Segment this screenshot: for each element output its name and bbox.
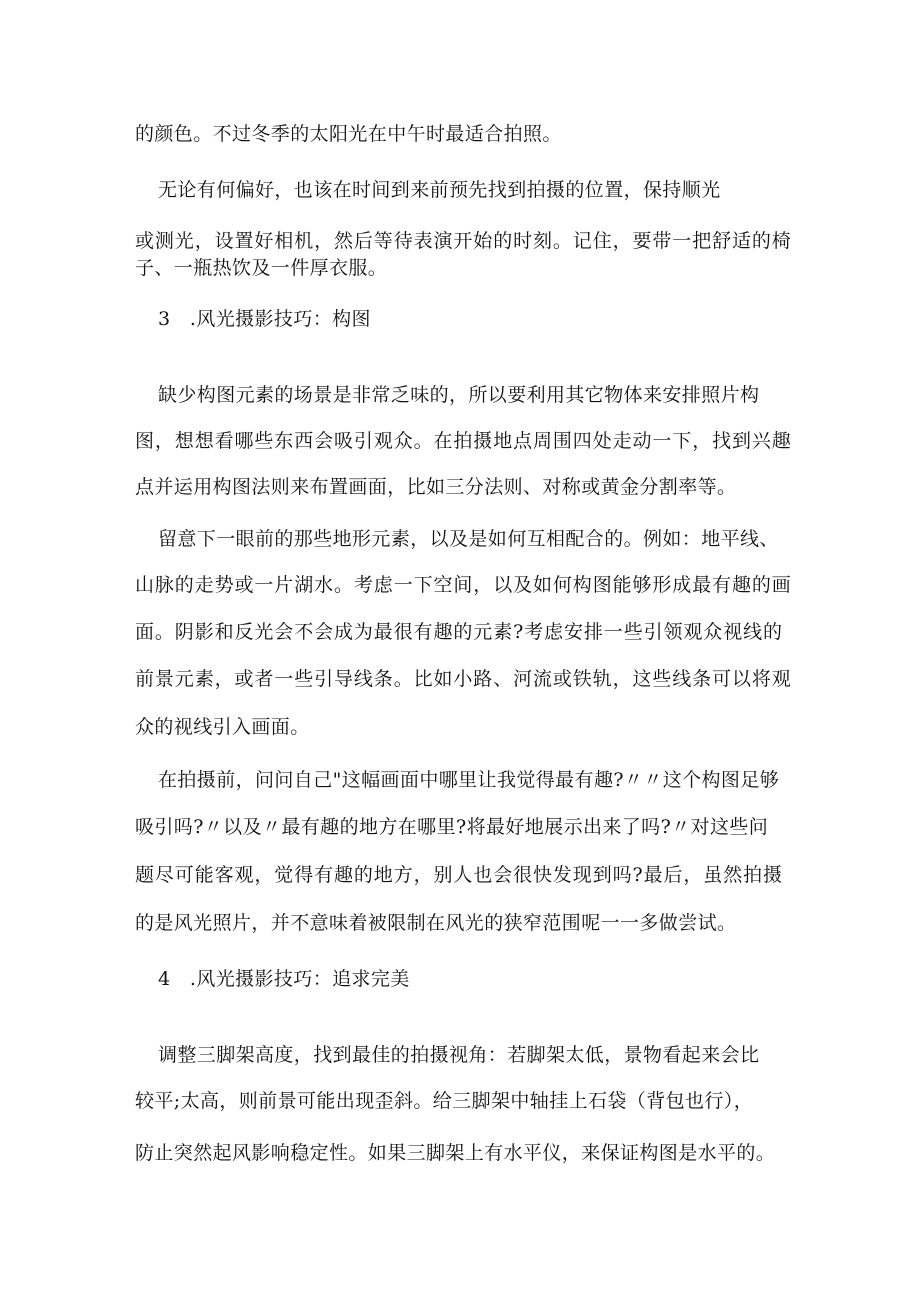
section-heading-4: 4 .风光摄影技巧：追求完美 — [158, 968, 410, 990]
paragraph-line-15: 题尽可能客观，觉得有趣的地方，别人也会很快发现到吗?最后，虽然拍摄 — [135, 864, 783, 886]
paragraph-line-9: 山脉的走势或一片湖水。考虑一下空间，以及如何构图能够形成最有趣的画 — [135, 574, 792, 596]
paragraph-line-3: 或测光，设置好相机，然后等待表演开始的时刻。记住，要带一把舒适的椅 — [135, 230, 792, 252]
section-heading-3: 3 .风光摄影技巧：构图 — [158, 308, 371, 330]
paragraph-line-6: 图，想想看哪些东西会吸引观众。在拍摄地点周围四处走动一下，找到兴趣 — [135, 430, 792, 452]
paragraph-line-14: 吸引吗?〃以及〃最有趣的地方在哪里?将最好地展示出来了吗?〃对这些问 — [135, 816, 769, 838]
paragraph-line-7: 点并运用构图法则来布置画面，比如三分法则、对称或黄金分割率等。 — [135, 476, 737, 498]
paragraph-line-11: 前景元素，或者一些引导线条。比如小路、河流或铁轨，这些线条可以将观 — [135, 668, 792, 690]
paragraph-line-10: 面。阴影和反光会不会成为最很有趣的元素?考虑安排一些引领观众视线的 — [135, 621, 783, 643]
paragraph-line-2: 无论有何偏好，也该在时间到来前预先找到拍摄的位置，保持顺光 — [158, 179, 721, 201]
paragraph-line-12: 众的视线引入画面。 — [135, 716, 310, 738]
paragraph-line-1: 的颜色。不过冬季的太阳光在中午时最适合拍照。 — [135, 123, 562, 145]
paragraph-line-16: 的是风光照片，并不意味着被限制在风光的狭窄范围呢一一多做尝试。 — [135, 912, 737, 934]
paragraph-line-5: 缺少构图元素的场景是非常乏味的，所以要利用其它物体来安排照片构 — [158, 384, 760, 406]
paragraph-line-13: 在拍摄前，问问自己"这幅画面中哪里让我觉得最有趣?〃〃这个构图足够 — [158, 769, 780, 791]
paragraph-line-8: 留意下一眼前的那些地形元素，以及是如何互相配合的。例如：地平线、 — [158, 528, 779, 550]
paragraph-line-19: 防止突然起风影响稳定性。如果三脚架上有水平仪，来保证构图是水平的。 — [135, 1142, 776, 1164]
paragraph-line-17: 调整三脚架高度，找到最佳的拍摄视角：若脚架太低，景物看起来会比 — [158, 1044, 760, 1066]
paragraph-line-18: 较平;太高，则前景可能出现歪斜。给三脚架中轴挂上石袋（背包也行）， — [135, 1090, 754, 1112]
paragraph-line-4: 子、一瓶热饮及一件厚衣服。 — [135, 257, 388, 279]
